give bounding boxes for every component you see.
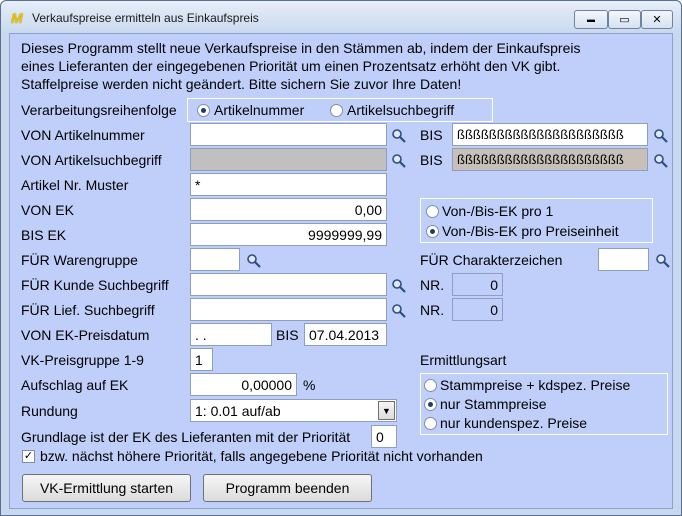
von-datum-input[interactable]: . . xyxy=(190,323,272,346)
search-icon[interactable] xyxy=(391,278,407,294)
artikel-muster-input[interactable]: * xyxy=(190,173,387,196)
search-icon[interactable] xyxy=(391,128,407,144)
bis-datum-input[interactable]: 07.04.2013 xyxy=(304,323,387,346)
search-icon[interactable] xyxy=(653,128,669,144)
search-icon[interactable] xyxy=(391,303,407,319)
intro-line-3: Staffelpreise werden nicht geändert. Bitte sichern Sie zuvor Ihre Daten! xyxy=(21,76,462,92)
bis-artikelsuch-label: BIS xyxy=(420,152,443,168)
radio-artikelnummer-label[interactable]: Artikelnummer xyxy=(214,102,305,118)
title-bar[interactable] xyxy=(1,1,681,33)
radio-ek-pro-1-label[interactable]: Von-/Bis-EK pro 1 xyxy=(442,203,554,219)
vk-preisgruppe-input[interactable]: 1 xyxy=(190,348,213,371)
warengruppe-input[interactable] xyxy=(190,248,240,271)
verarbeitung-label: Verarbeitungsreihenfolge xyxy=(21,102,177,118)
kunde-label: FÜR Kunde Suchbegriff xyxy=(21,277,169,293)
programm-beenden-button[interactable]: Programm beenden xyxy=(203,474,372,502)
minimize-icon: ▬ xyxy=(587,15,595,24)
radio-ek-pro-preiseinheit-label[interactable]: Von-/Bis-EK pro Preiseinheit xyxy=(442,223,619,239)
von-ek-label: VON EK xyxy=(21,202,74,218)
radio-ek-pro-1[interactable] xyxy=(426,205,439,218)
hoehere-prioritaet-label[interactable]: bzw. nächst höhere Priorität, falls angegebene Priorität nicht vorhanden xyxy=(40,448,483,464)
minimize-button[interactable] xyxy=(574,10,608,29)
chevron-down-icon[interactable]: ▼ xyxy=(378,401,395,420)
maximize-icon: ▭ xyxy=(619,14,630,26)
kunde-input[interactable] xyxy=(190,273,387,296)
lief-label: FÜR Lief. Suchbegriff xyxy=(21,302,155,318)
von-artikelnummer-label: VON Artikelnummer xyxy=(21,127,145,143)
intro-line-2: eines Lieferanten der eingegebenen Priorität um einen Prozentsatz erhöht den VK gibt. xyxy=(21,58,561,74)
nr1-value: 0 xyxy=(452,273,503,296)
aufschlag-label: Aufschlag auf EK xyxy=(21,377,129,393)
nr2-label: NR. xyxy=(420,302,445,318)
aufschlag-input[interactable]: 0,00000 xyxy=(190,373,297,396)
app-logo-icon: M xyxy=(11,10,23,26)
verarbeitung-group xyxy=(187,98,493,122)
radio-ek-pro-preiseinheit[interactable] xyxy=(426,225,439,238)
ek-preisdatum-label: VON EK-Preisdatum xyxy=(21,327,150,343)
radio-nur-kundenspez[interactable] xyxy=(424,417,437,430)
search-icon[interactable] xyxy=(653,153,669,169)
charakter-label: FÜR Charakterzeichen xyxy=(420,252,563,268)
radio-nur-kundenspez-label[interactable]: nur kundenspez. Preise xyxy=(440,415,588,431)
radio-artikelnummer[interactable] xyxy=(197,104,210,117)
von-ek-input[interactable]: 0,00 xyxy=(190,198,387,221)
vk-preisgruppe-label: VK-Preisgruppe 1-9 xyxy=(21,352,144,368)
bis-artikelnummer-input[interactable]: ßßßßßßßßßßßßßßßßßßßßß xyxy=(452,123,648,146)
percent-label: % xyxy=(303,377,316,393)
nr2-value: 0 xyxy=(452,298,503,321)
rundung-value: 1: 0.01 auf/ab xyxy=(195,403,281,419)
close-button[interactable] xyxy=(641,10,673,29)
search-icon[interactable] xyxy=(246,253,262,269)
search-icon[interactable] xyxy=(391,153,407,169)
ermittlungsart-label: Ermittlungsart xyxy=(420,352,507,368)
rundung-select[interactable] xyxy=(190,399,397,422)
bis-artikelsuch-input[interactable]: ßßßßßßßßßßßßßßßßßßßßß xyxy=(452,148,648,171)
bis-datum-label: BIS xyxy=(276,327,299,343)
grundlage-label: Grundlage ist der EK des Lieferanten mit der Priorität xyxy=(21,429,351,445)
radio-artikelsuchbegriff[interactable] xyxy=(330,104,343,117)
von-artikelsuch-label: VON Artikelsuchbegriff xyxy=(21,152,162,168)
von-artikelnummer-input[interactable] xyxy=(190,123,387,146)
close-icon: ✕ xyxy=(652,14,662,26)
ermittlungsart-group xyxy=(420,373,668,435)
hoehere-prioritaet-checkbox[interactable]: ✓ xyxy=(23,450,34,462)
radio-artikelsuchbegriff-label[interactable]: Artikelsuchbegriff xyxy=(347,102,455,118)
nr1-label: NR. xyxy=(420,277,445,293)
radio-stamm-kdspez-label[interactable]: Stammpreise + kdspez. Preise xyxy=(440,377,631,393)
search-icon[interactable] xyxy=(655,253,671,269)
bis-artikelnummer-label: BIS xyxy=(420,127,443,143)
artikel-muster-label: Artikel Nr. Muster xyxy=(21,177,129,193)
window-title: Verkaufspreise ermitteln aus Einkaufspreis xyxy=(32,11,259,25)
bis-ek-input[interactable]: 9999999,99 xyxy=(190,223,387,246)
maximize-button[interactable] xyxy=(608,10,641,29)
radio-nur-stamm-label[interactable]: nur Stammpreise xyxy=(440,396,547,412)
von-artikelsuch-input[interactable] xyxy=(190,148,387,171)
form-area xyxy=(9,33,673,509)
bis-ek-label: BIS EK xyxy=(21,227,67,243)
prioritaet-input[interactable]: 0 xyxy=(371,425,397,448)
ek-mode-group xyxy=(420,198,653,243)
lief-input[interactable] xyxy=(190,298,387,321)
radio-stamm-kdspez[interactable] xyxy=(424,379,437,392)
rundung-label: Rundung xyxy=(21,403,78,419)
intro-line-1: Dieses Programm stellt neue Verkaufspreise in den Stämmen ab, indem der Einkaufspreis xyxy=(21,40,581,56)
intro-text xyxy=(21,39,581,93)
radio-nur-stamm[interactable] xyxy=(424,398,437,411)
warengruppe-label: FÜR Warengruppe xyxy=(21,252,138,268)
charakter-input[interactable] xyxy=(598,248,649,271)
vk-ermittlung-start-button[interactable]: VK-Ermittlung starten xyxy=(22,474,191,502)
